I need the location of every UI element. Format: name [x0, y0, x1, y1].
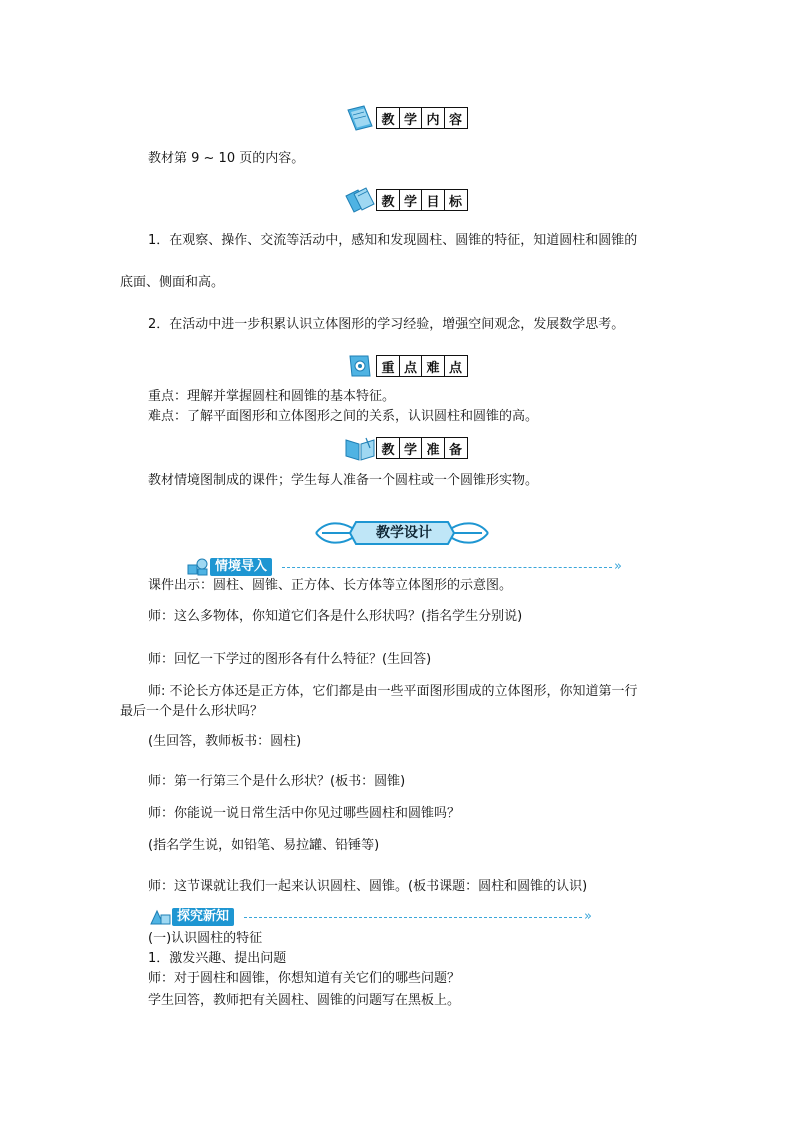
explore-line: 1．激发兴趣、提出问题 [148, 951, 287, 966]
section-header-objectives [344, 186, 468, 214]
subsection-label: 探究新知 [172, 908, 234, 926]
double-arrow-icon: » [614, 559, 622, 574]
explore-line: 学生回答，教师把有关圆柱、圆锥的问题写在黑板上。 [148, 993, 461, 1008]
objective-2: 2．在活动中进一步积累认识立体图形的学习经验，增强空间观念，发展数学思考。 [148, 317, 625, 332]
section-header-keypoints [344, 352, 468, 380]
section-title-char: 教 [376, 107, 400, 129]
intro-line: 师：第一行第三个是什么形状？(板书：圆锥) [148, 774, 406, 789]
section-header-preparation [344, 434, 468, 462]
intro-line: 师：这么多物体，你知道它们各是什么形状吗？(指名学生分别说) [148, 609, 523, 624]
dashed-divider [282, 567, 612, 568]
section-title-char: 容 [444, 107, 468, 129]
intro-line: (生回答，教师板书：圆柱) [148, 734, 302, 749]
section-title-char: 点 [444, 355, 468, 377]
intro-line: 师: 不论长方体还是正方体，它们都是由一些平面图形围成的立体图形，你知道第一行 [148, 684, 638, 699]
section-title-char: 学 [399, 437, 423, 459]
books-icon [344, 186, 376, 214]
intro-line: 最后一个是什么形状吗？ [120, 704, 264, 719]
key-point-text: 重点：理解并掌握圆柱和圆锥的基本特征。 [148, 389, 396, 404]
section-title-char: 备 [444, 437, 468, 459]
difficult-point-text: 难点：了解平面图形和立体图形之间的关系，认识圆柱和圆锥的高。 [148, 409, 539, 424]
explore-line: (一)认识圆柱的特征 [148, 931, 263, 946]
section-title-char: 目 [421, 189, 445, 211]
section-title-char: 点 [399, 355, 423, 377]
intro-line: (指名学生说，如铅笔、易拉罐、铅锤等) [148, 838, 380, 853]
banner-title: 教学设计 [376, 525, 432, 541]
section-title-char: 重 [376, 355, 400, 377]
double-arrow-icon: » [584, 909, 592, 924]
section-header-content [344, 104, 468, 132]
subsection-header-intro [186, 556, 636, 578]
section-title-char: 学 [399, 107, 423, 129]
objective-1-line-1: 1．在观察、操作、交流等活动中，感知和发现圆柱、圆锥的特征，知道圆柱和圆锥的 [148, 233, 638, 248]
explore-line: 师：对于圆柱和圆锥，你想知道有关它们的哪些问题？ [148, 971, 461, 986]
section-title-char: 难 [421, 355, 445, 377]
objective-1-line-2: 底面、侧面和高。 [120, 275, 225, 290]
intro-line: 师：这节课就让我们一起来认识圆柱、圆锥。(板书课题：圆柱和圆锥的认识) [148, 879, 588, 894]
notebook-icon [344, 352, 376, 380]
blocks-icon [186, 557, 210, 577]
shapes-icon [148, 907, 172, 927]
dashed-divider [244, 917, 582, 918]
book-icon [344, 104, 376, 132]
section-title-char: 教 [376, 437, 400, 459]
intro-line: 师：回忆一下学过的图形各有什么特征？(生回答) [148, 652, 432, 667]
section-title-char: 准 [421, 437, 445, 459]
subsection-header-explore [148, 906, 608, 928]
preparation-text: 教材情境图制成的课件；学生每人准备一个圆柱或一个圆锥形实物。 [148, 473, 539, 488]
section-title-char: 内 [421, 107, 445, 129]
open-book-icon [344, 434, 376, 462]
teaching-design-banner [312, 516, 492, 550]
subsection-label: 情境导入 [210, 558, 272, 576]
content-text: 教材第 9 ~ 10 页的内容。 [148, 151, 305, 166]
section-title-char: 教 [376, 189, 400, 211]
section-title-char: 标 [444, 189, 468, 211]
intro-line: 师：你能说一说日常生活中你见过哪些圆柱和圆锥吗？ [148, 806, 461, 821]
intro-line: 课件出示：圆柱、圆锥、正方体、长方体等立体图形的示意图。 [148, 578, 513, 593]
section-title-char: 学 [399, 189, 423, 211]
